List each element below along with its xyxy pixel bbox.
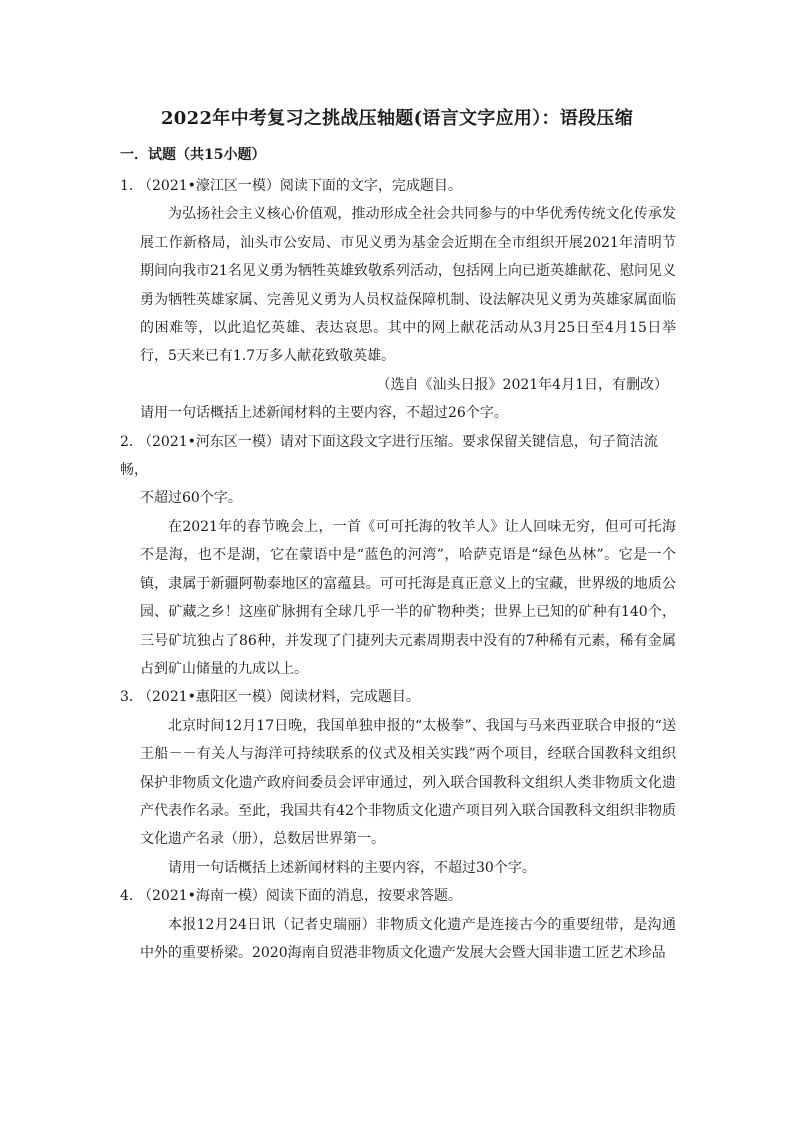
question-2-number: 2． [120, 433, 143, 450]
question-3-number: 3． [120, 689, 143, 706]
question-4-source: （2021•海南一模）阅读下面的消息，按要求答题。 [138, 888, 462, 905]
question-3-source: （2021•惠阳区一模）阅读材料，完成题目。 [138, 689, 420, 706]
question-2-passage: 在2021年的春节晚会上，一首《可可托海的牧羊人》让人回味无穷，但可可托海不是海，也不是湖，它在蒙语中是“蓝色的河湾”，哈萨克语是“绿色丛林”。它是一个镇，隶属于新疆阿勒泰地区的富蕴县。可可托海是真正意义上的宝藏，世界级的地质公园、矿藏之乡！这座矿脉拥有全球几乎一半的矿物种类；世界上已知的矿种有140个，三号矿坑独占了86种，并发现了门捷列夫元素周期表中没有的7种稀有元素，稀有金属占到矿山储量的九成以上。 [140, 518, 676, 677]
question-1-number: 1． [120, 178, 143, 194]
question-1-passage: 为弘扬社会主义核心价值观，推动形成全社会共同参与的中华优秀传统文化传承发展工作新格局，汕头市公安局、市见义勇为基金会近期在全市组织开展2021年清明节期间向我市21名见义勇为牺牲英雄致敬系列活动，包括网上向已逝英雄献花、慰问见义勇为牺牲英雄家属、完善见义勇为人员权益保障机制、设法解决见义勇为英雄家属面临的困难等，以此追忆英雄、表达哀思。其中的网上献花活动从3月25日至4月15日举行，5天来已有1.7万多人献花致敬英雄。 [140, 206, 676, 365]
question-3-passage: 北京时间12月17日晚，我国单独申报的“太极拳”、我国与马来西亚联合申报的“送王船－－有关人与海洋可持续联系的仪式及相关实践”两个项目，经联合国教科文组织保护非物质文化遗产政府间委员会评审通过，列入联合国教科文组织人类非物质文化遗产代表作名录。至此，我国共有42个非物质文化遗产项目列入联合国教科文组织非物质文化遗产名录（册），总数居世界第一。 [140, 717, 676, 848]
question-1-citation: （选自《汕头日报》2021年4月1日，有删改） [376, 376, 668, 393]
question-4-number: 4． [120, 888, 143, 905]
question-2-source: （2021•河东区一模）请对下面这段文字进行压缩。要求保留关键信息，句子简洁流畅， [120, 433, 658, 479]
page-title: 2022年中考复习之挑战压轴题(语言文字应用）：语段压缩 [160, 108, 633, 129]
question-2-head [120, 428, 676, 485]
question-1-head [120, 172, 676, 200]
section-heading: 一．试题（共15小题） [120, 147, 266, 163]
question-4-head [120, 882, 676, 910]
question-4-passage: 本报12月24日讯（记者史瑞丽）非物质文化遗产是连接古今的重要纽带，是沟通中外的重要桥梁。2020海南自贸港非物质文化遗产发展大会暨大国非遗工匠艺术珍品 [140, 916, 676, 961]
question-1-prompt: 请用一句话概括上述新闻材料的主要内容，不超过26个字。 [140, 405, 508, 422]
question-3-head [120, 683, 676, 711]
question-3-prompt: 请用一句话概括上述新闻材料的主要内容，不超过30个字。 [168, 859, 536, 876]
question-1-source: （2021•濠江区一模）阅读下面的文字，完成题目。 [138, 178, 462, 194]
questions [120, 172, 676, 967]
question-2-head-cont: 不超过60个字。 [140, 490, 242, 507]
